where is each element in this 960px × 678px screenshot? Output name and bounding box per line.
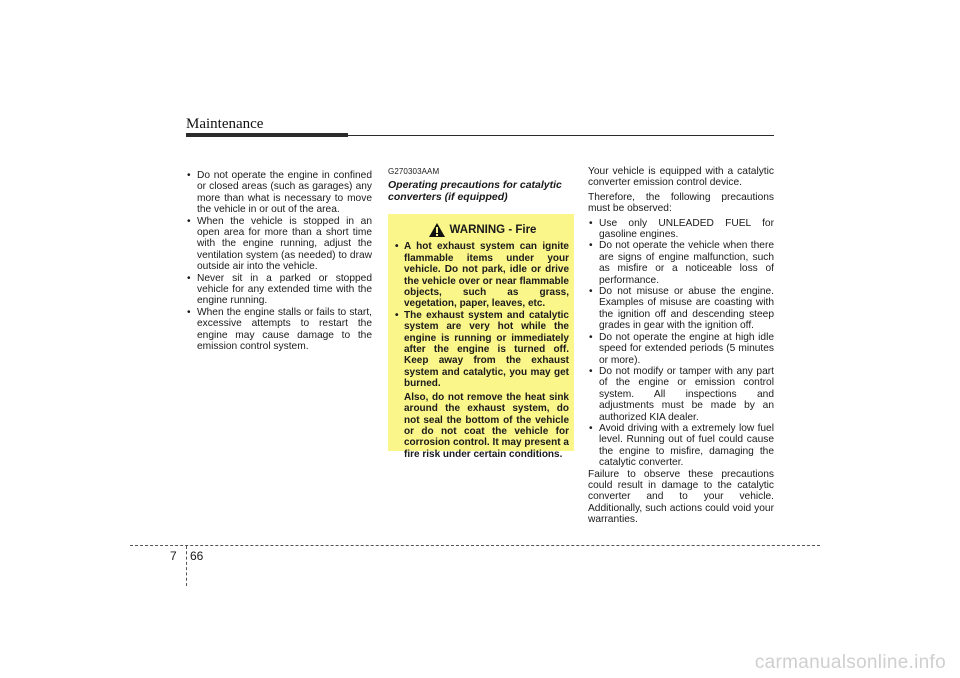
list-item: • Do not operate the engine at high idle speed for extended periods (5 minutes or more). — [588, 332, 774, 366]
middle-column — [388, 166, 574, 460]
left-column — [186, 170, 372, 353]
intro-paragraph: Your vehicle is equipped with a catalytic converter emission control device. — [588, 166, 774, 189]
warning-title: WARNING - Fire — [449, 223, 537, 236]
left-bullet-list — [186, 170, 372, 353]
warning-text: The exhaust system and catalytic system are very hot while the engine is running or immediately after the engine is turned off. Keep away from the exhaust system and catalytic, you may get burned. — [404, 309, 569, 390]
list-item: • Do not operate the vehicle when there are signs of engine malfunction, such as misfire or a noticeable loss of performance. — [588, 240, 774, 286]
warning-text: A hot exhaust system can ignite flammable items under your vehicle. Do not park, idle or drive the vehicle over or near flammable objects, such as grass, vegetation, paper, leaves, etc. — [404, 241, 569, 310]
warning-box — [388, 214, 574, 460]
page-number: 66 — [190, 549, 204, 563]
right-column — [588, 166, 774, 529]
list-item: • When the vehicle is stopped in an open area for more than a short time with the engine running, adjust the ventilation system (as needed) to draw outside air into the vehicle. — [186, 216, 372, 273]
footer-rule — [130, 545, 820, 546]
list-item: • Never sit in a parked or stopped vehicle for any extended time with the engine running. — [186, 273, 372, 307]
warning-header — [395, 222, 569, 238]
warning-list — [395, 241, 569, 460]
list-item: • When the engine stalls or fails to start, excessive attempts to restart the engine may cause damage to the emission control system. — [186, 307, 372, 353]
warning-subtext: Also, do not remove the heat sink around the exhaust system, do not seal the bottom of the vehicle or do not coat the vehicle for corrosion control. It may present a fire risk under certain conditions. — [404, 391, 569, 460]
list-item: • Do not misuse or abuse the engine. Examples of misuse are coasting with the ignition off and descending steep grades in gear with the ignition off. — [588, 286, 774, 332]
list-item: • Use only UNLEADED FUEL for gasoline engines. — [588, 218, 774, 241]
footer-divider — [186, 546, 187, 586]
header-rule-thick — [186, 133, 348, 137]
list-item: • Do not operate the engine in confined or closed areas (such as garages) any more than what is necessary to move the vehicle in or out of the area. — [186, 170, 372, 216]
watermark-text: carmanualsonline.info — [754, 652, 946, 673]
header-rule-thin — [348, 135, 774, 136]
section-code: G270303AAM — [388, 167, 440, 176]
lead-paragraph: Therefore, the following precautions must be observed: — [588, 191, 774, 215]
page-title: Maintenance — [186, 116, 264, 132]
section-title: Operating precautions for catalytic converters (if equipped) — [388, 179, 562, 203]
list-item: • Avoid driving with a extremely low fuel level. Running out of fuel could cause the engine to misfire, damaging the catalytic converter. — [588, 423, 774, 469]
warning-triangle-icon — [428, 222, 446, 238]
right-bullet-list — [588, 218, 774, 469]
list-item — [395, 310, 569, 460]
chapter-number: 7 — [170, 549, 177, 563]
list-item: • Do not modify or tamper with any part of the engine or emission control system. All inspections and adjustments must be made by an authorized KIA dealer. — [588, 366, 774, 423]
list-item — [395, 241, 569, 309]
closing-paragraph: Failure to observe these precautions could result in damage to the catalytic converter and to your vehicle. Additionally, such actions could void your warranties. — [588, 468, 774, 526]
